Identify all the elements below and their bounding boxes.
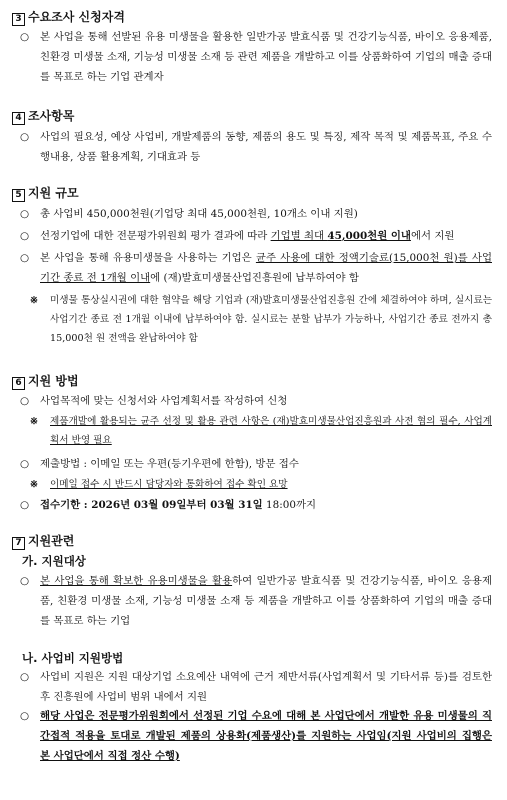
text-run-underlined: 기업별 최대 bbox=[270, 230, 328, 242]
section-number-box: 4 bbox=[12, 112, 25, 125]
list-item bbox=[20, 391, 492, 411]
text-run-bold-underlined: 45,000천원 이내 bbox=[327, 230, 411, 242]
list-item bbox=[20, 571, 492, 631]
bullet-circle-icon: ○ bbox=[20, 458, 30, 470]
text-run: 하여 일반가공 발효식품 및 건강기능식품, 바이오 응용제품, 친환경 미생물 소재, 기능성 미생물 소재 등 제품을 개발하고 이를 상품화하여 기업의 매출 증대를 목표로 하는 기업 bbox=[40, 575, 492, 627]
section-number-box: 3 bbox=[12, 13, 25, 26]
section-title: 수요조사 신청자격 bbox=[28, 10, 125, 24]
bullet-circle-icon: ○ bbox=[20, 671, 30, 683]
text-run: 에서 지원 bbox=[410, 230, 455, 242]
list-item bbox=[20, 127, 492, 167]
text-run: 선정기업에 대한 전문평가위원회 평가 결과에 따라 bbox=[40, 230, 271, 242]
bullet-circle-icon: ○ bbox=[20, 131, 30, 143]
list-item bbox=[20, 226, 492, 246]
note-text-underlined: 제품개발에 활용되는 균주 선정 및 활용 관련 사항은 (재)발효미생물산업진흥원과 사전 협의 필수, 사업계획서 반영 필요 bbox=[50, 416, 492, 446]
list-item bbox=[20, 204, 492, 224]
subsection-heading: 나. 사업비 지원방법 bbox=[22, 651, 124, 665]
section-3-heading bbox=[12, 9, 125, 26]
item-text: 사업비 지원은 지원 대상기업 소요예산 내역에 근거 제반서류(사업계획서 및 기타서류 등)를 검토한 후 진흥원에 사업비 범위 내에서 지원 bbox=[40, 671, 492, 703]
text-run: 본 사업을 통해 유용미생물을 사용하는 기업은 bbox=[40, 252, 256, 264]
item-text bbox=[40, 571, 492, 631]
bullet-circle-icon: ○ bbox=[20, 395, 30, 407]
text-run-underlined: 균주 사용에 대한 정액기술료(15,000천 원)를 사업기간 종료 전 1개월 이내 bbox=[40, 252, 492, 284]
list-item bbox=[20, 495, 492, 515]
section-number-box: 6 bbox=[12, 377, 25, 390]
item-text bbox=[40, 495, 492, 515]
bullet-circle-icon: ○ bbox=[20, 575, 30, 587]
text-run: 에 (재)발효미생물산업진흥원에 납부하여야 함 bbox=[150, 272, 359, 284]
text-run: 18:00까지 bbox=[262, 499, 317, 511]
reference-mark-icon: ※ bbox=[30, 479, 39, 490]
reference-mark-icon: ※ bbox=[30, 416, 39, 427]
section-title: 지원 방법 bbox=[28, 374, 79, 388]
item-text: 총 사업비 450,000천원(기업당 최대 45,000천원, 10개소 이내 지원) bbox=[40, 208, 358, 220]
item-text: 사업의 필요성, 예상 사업비, 개발제품의 동향, 제품의 용도 및 특징, 제작 목적 및 제품목표, 주요 수행내용, 상품 활용계획, 기대효과 등 bbox=[40, 131, 492, 163]
list-item bbox=[20, 454, 492, 474]
item-text: 본 사업을 통해 선발된 유용 미생물을 활용한 일반가공 발효식품 및 건강기능식품, 바이오 응용제품, 친환경 미생물 소재, 기능성 미생물 소재 등 관련 제품을 개발하고 이를 상품화하여 기업의 매출 증대를 목표로 하는 기업 관계자 bbox=[40, 31, 492, 83]
bullet-circle-icon: ○ bbox=[20, 499, 30, 511]
section-number-box: 5 bbox=[12, 189, 25, 202]
item-text: 제출방법 : 이메일 또는 우편(등기우편에 한함), 방문 접수 bbox=[40, 458, 299, 470]
item-text bbox=[40, 248, 492, 288]
item-text bbox=[40, 226, 492, 246]
reference-mark-icon: ※ bbox=[30, 295, 39, 306]
bullet-circle-icon: ○ bbox=[20, 230, 30, 242]
list-item bbox=[20, 706, 492, 766]
bullet-circle-icon: ○ bbox=[20, 208, 30, 220]
section-4-heading bbox=[12, 108, 74, 125]
subsection-heading: 가. 지원대상 bbox=[22, 554, 86, 568]
note-item bbox=[30, 412, 492, 450]
item-text-bold-underlined: 해당 사업은 전문평가위원회에서 선정된 기업 수요에 대해 본 사업단에서 개발한 유용 미생물의 직간접적 적용을 토대로 개발된 제품의 상용화(제품생산)를 지원하는 사업임(지원 사업비의 집행은 본 사업단에서 직접 정산 수행) bbox=[40, 710, 492, 762]
bullet-circle-icon: ○ bbox=[20, 31, 30, 43]
section-6-heading bbox=[12, 373, 79, 390]
section-title: 지원 규모 bbox=[28, 186, 79, 200]
item-text: 사업목적에 맞는 신청서와 사업계획서를 작성하여 신청 bbox=[40, 395, 288, 407]
text-run-underlined: 본 사업을 통해 확보한 유용미생물을 활용 bbox=[40, 575, 233, 587]
note-text: 미생물 통상실시권에 대한 협약을 해당 기업과 (재)발효미생물산업진흥원 간에 체결하여야 하며, 실시료는 사업기간 종료 전 1개월 이내에 납부하여야 함. 실시료는 분할 납부가 가능하나, 사업기간 종료 전까지 총 15,000천 원 전액을 완납하여야 함 bbox=[50, 295, 492, 344]
section-title: 조사항목 bbox=[28, 109, 75, 123]
note-item bbox=[30, 291, 492, 348]
list-item bbox=[20, 27, 492, 87]
section-5-heading bbox=[12, 185, 79, 202]
section-7-heading bbox=[12, 533, 74, 550]
list-item bbox=[20, 667, 492, 707]
bullet-circle-icon: ○ bbox=[20, 252, 30, 264]
bullet-circle-icon: ○ bbox=[20, 710, 30, 722]
list-item bbox=[20, 248, 492, 288]
section-title: 지원관련 bbox=[28, 534, 75, 548]
note-item bbox=[30, 475, 492, 494]
section-number-box: 7 bbox=[12, 537, 25, 550]
note-text-underlined: 이메일 접수 시 반드시 담당자와 통화하여 접수 확인 요망 bbox=[50, 479, 288, 490]
text-run-bold: 접수기한 : 2026년 03월 09일부터 03월 31일 bbox=[40, 499, 263, 511]
